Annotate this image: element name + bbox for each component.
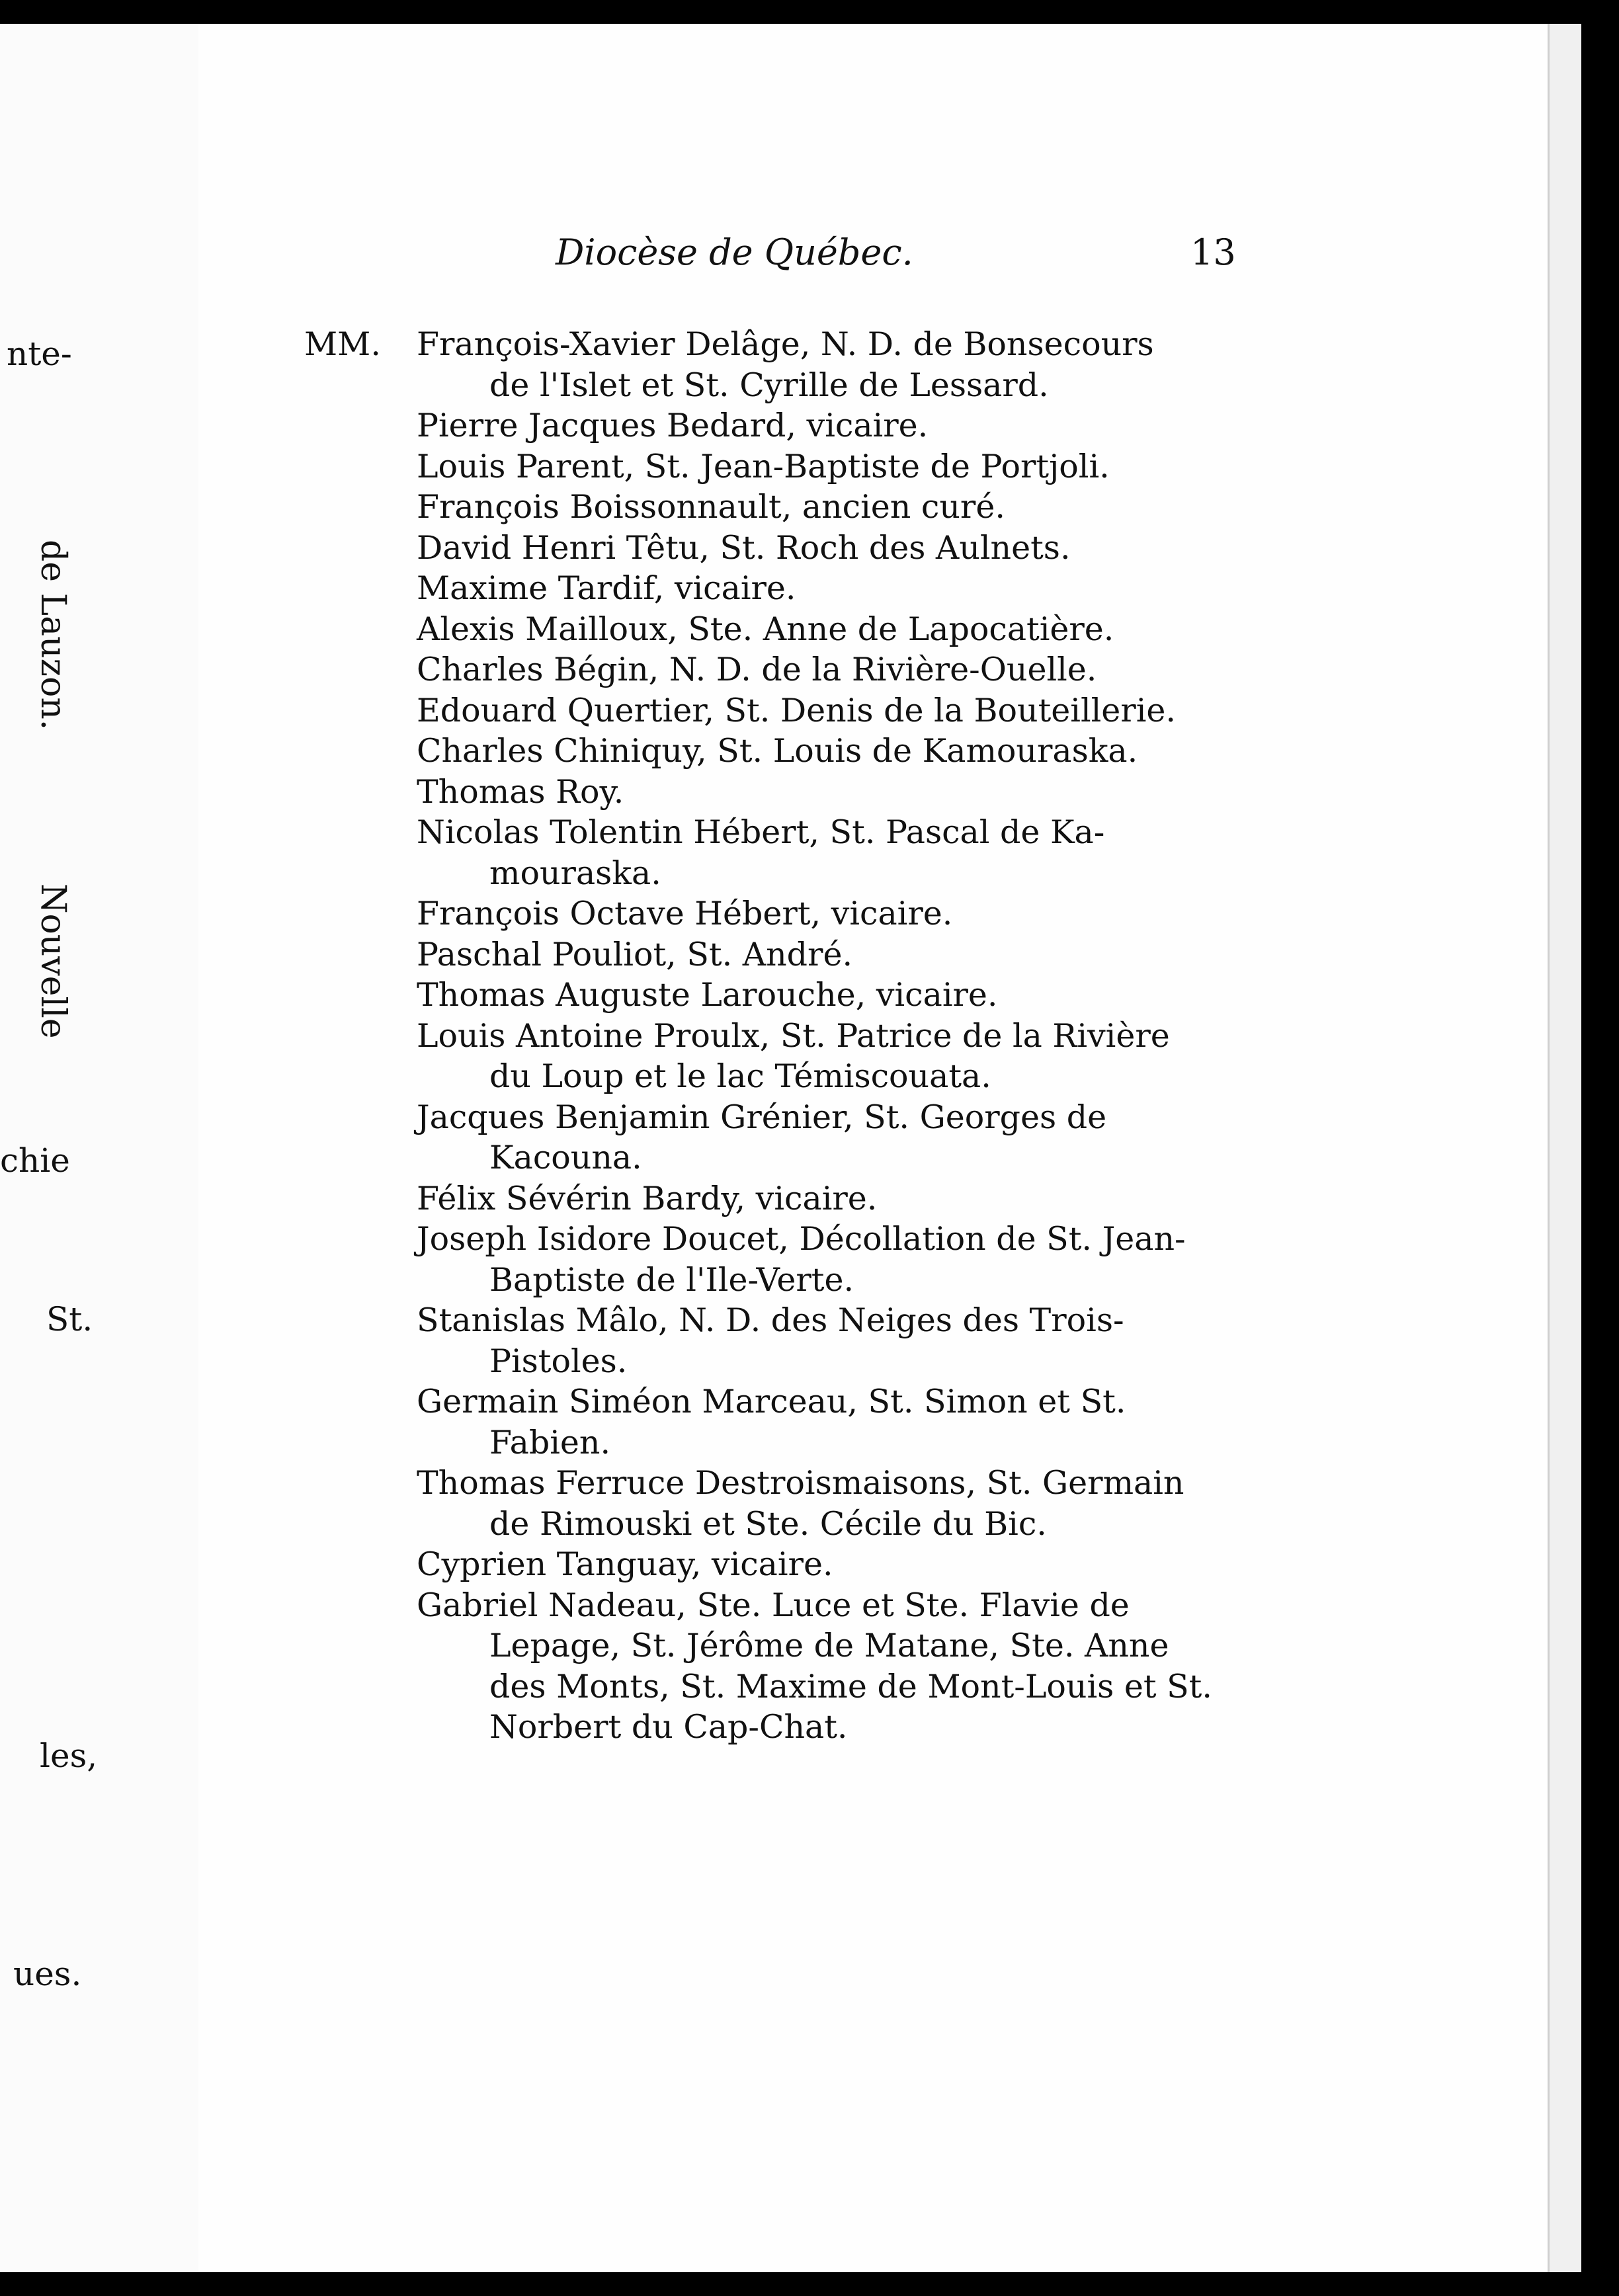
entry-text: Kacouna. (489, 1139, 642, 1176)
clergy-entry (304, 975, 1270, 1016)
clergy-entry (304, 934, 1270, 975)
left-page-vertical-text: de Lauzon. (33, 540, 73, 731)
entry-first-line (304, 812, 1270, 853)
clergy-entry (304, 812, 1270, 893)
entry-first-line (304, 934, 1270, 975)
entry-continuation-line (304, 1137, 1270, 1178)
entry-first-line (304, 731, 1270, 772)
entry-text: Stanislas Mâlo, N. D. des Neiges des Trois- (417, 1301, 1124, 1339)
page-number: 13 (1190, 231, 1236, 273)
entry-continuation-line (304, 853, 1270, 894)
entry-text: Baptiste de l'Ile-Verte. (489, 1260, 854, 1299)
entry-first-line (304, 975, 1270, 1016)
entry-text: de Rimouski et Ste. Cécile du Bic. (489, 1504, 1047, 1543)
entry-continuation-line (304, 365, 1270, 406)
entry-first-line (304, 893, 1270, 934)
entry-text: Norbert du Cap-Chat. (489, 1708, 848, 1746)
entry-text: mouraska. (489, 854, 661, 892)
entry-text: Edouard Quertier, St. Denis de la Bouteillerie. (417, 691, 1176, 729)
entry-first-line (304, 690, 1270, 731)
entry-continuation-line (304, 1504, 1270, 1545)
clergy-entry (304, 487, 1270, 528)
entry-text: Germain Siméon Marceau, St. Simon et St. (417, 1383, 1126, 1420)
entry-text: Félix Sévérin Bardy, vicaire. (417, 1179, 878, 1217)
clergy-entry (304, 1544, 1270, 1585)
entry-text: des Monts, St. Maxime de Mont-Louis et St. (489, 1667, 1212, 1705)
entry-text: Louis Antoine Proulx, St. Patrice de la Rivière (417, 1016, 1170, 1055)
clergy-entry (304, 690, 1270, 731)
entry-first-line (304, 324, 1270, 365)
clergy-entry (304, 1300, 1270, 1381)
entry-text: François Octave Hébert, vicaire. (417, 895, 953, 932)
entry-text: Charles Chiniquy, St. Louis de Kamouraska. (417, 732, 1138, 770)
left-page-fragment: nte- (7, 335, 72, 373)
entry-continuation-line (304, 1056, 1270, 1097)
entry-first-line (304, 772, 1270, 813)
entry-text: Charles Bégin, N. D. de la Rivière-Ouelle. (417, 651, 1097, 688)
clergy-entry (304, 609, 1270, 650)
entry-text: Lepage, St. Jérôme de Matane, Ste. Anne (489, 1627, 1169, 1664)
page-edge (1548, 24, 1581, 2272)
entry-text: Pistoles. (489, 1342, 628, 1380)
entry-continuation-line (304, 1707, 1270, 1748)
clergy-entry (304, 1219, 1270, 1300)
entry-first-line (304, 1016, 1270, 1057)
entry-first-line (304, 1097, 1270, 1138)
entry-text: David Henri Têtu, St. Roch des Aulnets. (417, 528, 1071, 567)
clergy-entry (304, 1463, 1270, 1544)
clergy-entry (304, 446, 1270, 487)
entry-text: Cyprien Tanguay, vicaire. (417, 1545, 833, 1583)
entry-first-line (304, 405, 1270, 446)
entry-text: François-Xavier Delâge, N. D. de Bonsecours (417, 325, 1154, 363)
entry-text: Thomas Roy. (417, 772, 624, 811)
entry-first-line (304, 1544, 1270, 1585)
left-page-fragment: les, (40, 1737, 98, 1775)
clergy-entry (304, 1016, 1270, 1097)
clergy-entry (304, 772, 1270, 813)
entry-first-line (304, 1219, 1270, 1260)
clergy-entry (304, 1178, 1270, 1219)
entry-continuation-line (304, 1666, 1270, 1707)
entry-first-line (304, 649, 1270, 690)
entry-continuation-line (304, 1341, 1270, 1382)
clergy-entry (304, 568, 1270, 609)
entry-text: Thomas Auguste Larouche, vicaire. (417, 976, 998, 1014)
clergy-entry (304, 649, 1270, 690)
entry-text: Joseph Isidore Doucet, Décollation de St. Jean- (417, 1220, 1186, 1258)
entry-continuation-line (304, 1625, 1270, 1666)
running-title: Diocèse de Québec. (556, 231, 913, 273)
honorific-label: MM. (304, 325, 381, 363)
entry-text: Pierre Jacques Bedard, vicaire. (417, 407, 929, 444)
entry-first-line (304, 1585, 1270, 1626)
entry-first-line (304, 1463, 1270, 1504)
entry-continuation-line (304, 1422, 1270, 1463)
entry-continuation-line (304, 1260, 1270, 1301)
entry-first-line (304, 1381, 1270, 1422)
entry-first-line (304, 487, 1270, 528)
clergy-list (304, 324, 1270, 1748)
entry-first-line (304, 1300, 1270, 1341)
clergy-entry (304, 893, 1270, 934)
clergy-entry (304, 405, 1270, 446)
entry-text: du Loup et le lac Témiscouata. (489, 1057, 991, 1095)
entry-text: Jacques Benjamin Grénier, St. Georges de (417, 1098, 1107, 1136)
clergy-entry (304, 1381, 1270, 1463)
left-page-fragment: chie (0, 1141, 70, 1180)
entry-first-line (304, 609, 1270, 650)
left-page-fragment: ues. (13, 1955, 82, 1993)
clergy-entry (304, 528, 1270, 569)
entry-text: François Boissonnault, ancien curé. (417, 488, 1005, 526)
entry-first-line (304, 446, 1270, 487)
clergy-entry (304, 1585, 1270, 1748)
left-facing-page (0, 24, 202, 2272)
entry-text: Maxime Tardif, vicaire. (417, 569, 796, 607)
entry-text: Louis Parent, St. Jean-Baptiste de Portjoli. (417, 447, 1110, 485)
entry-first-line (304, 568, 1270, 609)
entry-first-line (304, 528, 1270, 569)
entry-text: Fabien. (489, 1423, 611, 1461)
entry-text: Nicolas Tolentin Hébert, St. Pascal de Ka- (417, 813, 1105, 851)
clergy-entry (304, 1097, 1270, 1178)
left-page-fragment: St. (46, 1300, 93, 1338)
entry-text: Alexis Mailloux, Ste. Anne de Lapocatière. (417, 610, 1114, 648)
entry-first-line (304, 1178, 1270, 1219)
left-page-vertical-text: Nouvelle (33, 883, 73, 1039)
entry-text: Gabriel Nadeau, Ste. Luce et Ste. Flavie de (417, 1586, 1130, 1624)
clergy-entry (304, 731, 1270, 772)
entry-text: de l'Islet et St. Cyrille de Lessard. (489, 366, 1049, 404)
clergy-entry (304, 324, 1270, 405)
entry-text: Thomas Ferruce Destroismaisons, St. Germain (417, 1464, 1184, 1502)
entry-text: Paschal Pouliot, St. André. (417, 935, 853, 973)
